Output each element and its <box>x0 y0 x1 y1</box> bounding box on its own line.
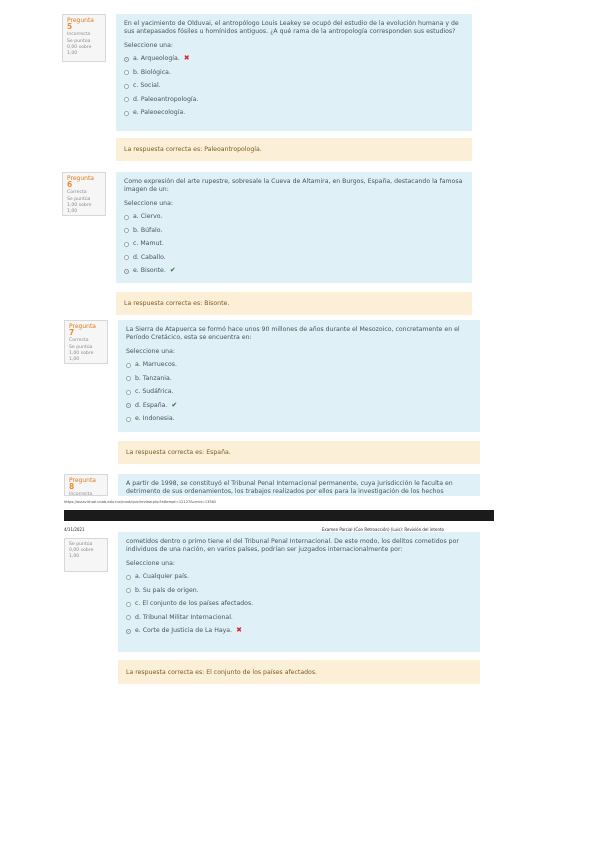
print-title: Examen Parcial (Con Retroacción) (Luis): Revisión del intento <box>321 527 444 532</box>
answer-option-c[interactable]: c. Sudáfrica. <box>126 385 472 399</box>
radio-icon[interactable] <box>126 588 131 593</box>
question-score: Se puntúa 0,00 sobre 1,00 <box>69 542 94 560</box>
radio-icon[interactable] <box>124 228 129 233</box>
answer-option-e[interactable]: e. Indonesia. <box>126 412 472 426</box>
question-number: Pregunta 7 <box>69 323 96 338</box>
correct-check-icon: ✔ <box>169 266 176 275</box>
radio-icon[interactable] <box>126 376 131 381</box>
radio-icon[interactable] <box>124 70 129 75</box>
question-text: A partir de 1998, se constituyó el Tribunal Penal Internacional permanente, cuya jurisdicción le faculta en detrimento de sus ordenamientos, los trabajos realizados por ellos para la investigación de los hechos <box>126 480 453 496</box>
question-info <box>64 538 108 572</box>
question-content <box>118 474 480 496</box>
question-state: Correcta <box>69 338 89 344</box>
select-prompt: Seleccione una: <box>126 560 175 568</box>
answer-option-a[interactable]: a. Cualquier país. <box>126 570 472 584</box>
answer-option-b[interactable]: b. Búfalo. <box>124 224 464 238</box>
question-8-top <box>64 474 494 496</box>
radio-icon[interactable] <box>124 242 129 247</box>
answer-option-b[interactable]: b. Su país de origen. <box>126 584 472 598</box>
question-content <box>118 532 480 652</box>
question-info <box>62 172 106 216</box>
radio-icon[interactable] <box>124 215 129 220</box>
question-info <box>62 14 106 62</box>
answer-option-b[interactable]: b. Tanzania. <box>126 372 472 386</box>
correct-answer-feedback: La respuesta correcta es: Bisonte. <box>116 292 472 315</box>
question-text: En el yacimiento de Olduvai, el antropólogo Louis Leakey se ocupó del estudio de la evolución humana y de sus antepasados fósiles u homínidos antiguos. ¿A qué rama de la antropología corresponden sus estudios? <box>124 20 459 36</box>
question-content <box>116 172 472 283</box>
question-score: Se puntúa 1,00 sobre 1,00 <box>67 196 92 215</box>
answer-option-d[interactable]: d. Tribunal Militar Internacional. <box>126 611 472 625</box>
question-info <box>64 474 108 496</box>
incorrect-icon: ✖ <box>236 626 242 635</box>
question-info <box>64 320 108 364</box>
radio-icon[interactable] <box>126 575 131 580</box>
question-text: cometidos dentro o primo tiene el del Tribunal Penal Internacional. De este modo, los delitos cometidos por individuos de una nación, en varios países, podrían ser juzgados internacionalmente por: <box>126 538 459 554</box>
question-state: Correcta <box>67 190 87 196</box>
correct-answer-feedback: La respuesta correcta es: Paleoantropología. <box>116 138 472 161</box>
radio-icon[interactable] <box>124 111 129 116</box>
answer-option-c[interactable]: c. El conjunto de los países afectados. <box>126 597 472 611</box>
select-prompt: Seleccione una: <box>126 348 175 356</box>
radio-icon[interactable] <box>124 255 129 260</box>
answer-option-d[interactable]: d. Paleoantropología. <box>124 93 464 107</box>
answer-option-e[interactable]: e. Paleoecología. <box>124 106 464 120</box>
answer-option-d[interactable]: d. Caballo. <box>124 251 464 265</box>
page-break-bar <box>64 510 494 521</box>
print-date: 4/11/2021 <box>64 527 85 532</box>
answer-option-a[interactable]: a. Ciervo. <box>124 210 464 224</box>
question-number: Pregunta 5 <box>67 17 94 32</box>
question-content <box>116 14 472 131</box>
radio-selected-icon[interactable] <box>124 269 129 274</box>
answer-option-d[interactable]: d. España. ✔ <box>126 399 472 413</box>
correct-check-icon: ✔ <box>171 400 178 409</box>
question-number: Pregunta 8 <box>69 477 96 492</box>
question-score: Se puntúa 1,00 sobre 1,00 <box>69 344 94 363</box>
print-url: https://aulavirtual.unab.edu.mx/mod/quiz/review.php?attempt=12127&cmid=13562 <box>64 500 217 504</box>
answer-option-c[interactable]: c. Social. <box>124 79 464 93</box>
answer-option-b[interactable]: b. Biológica. <box>124 66 464 80</box>
answer-option-a[interactable]: a. Marruecos. <box>126 358 472 372</box>
radio-icon[interactable] <box>124 84 129 89</box>
select-prompt: Seleccione una: <box>124 200 173 208</box>
question-state: Incorrecta <box>67 32 91 38</box>
answer-option-e[interactable]: e. Bisonte. ✔ <box>124 264 464 278</box>
radio-selected-icon[interactable] <box>126 629 131 634</box>
radio-icon[interactable] <box>126 417 131 422</box>
radio-selected-icon[interactable] <box>126 403 131 408</box>
correct-answer-feedback: La respuesta correcta es: El conjunto de los países afectados. <box>118 660 480 684</box>
radio-icon[interactable] <box>126 390 131 395</box>
radio-icon[interactable] <box>126 602 131 607</box>
radio-icon[interactable] <box>126 363 131 368</box>
question-text: Como expresión del arte rupestre, sobresale la Cueva de Altamira, en Burgos, España, destacando la famosa imagen de un: <box>124 178 463 194</box>
incorrect-icon: ✖ <box>183 54 190 63</box>
answer-option-a[interactable]: a. Arqueología. ✖ <box>124 52 464 66</box>
radio-icon[interactable] <box>124 97 129 102</box>
radio-icon[interactable] <box>126 615 131 620</box>
answer-option-c[interactable]: c. Mamut. <box>124 237 464 251</box>
question-number: Pregunta 6 <box>67 175 94 190</box>
correct-answer-feedback: La respuesta correcta es: España. <box>118 441 480 464</box>
radio-selected-icon[interactable] <box>124 57 129 62</box>
question-score: Se puntúa 0,00 sobre 1,00 <box>67 38 92 57</box>
question-text: La Sierra de Atapuerca se formó hace unos 90 millones de años durante el Mesozoico, concretamente en el Período Cretácico, esta se encuentra en: <box>126 326 460 342</box>
answer-option-e[interactable]: e. Corte de Justicia de La Haya. ✖ <box>126 624 472 638</box>
question-state: Incorrecta <box>69 492 93 496</box>
question-content <box>118 320 480 432</box>
select-prompt: Seleccione una: <box>124 42 173 50</box>
